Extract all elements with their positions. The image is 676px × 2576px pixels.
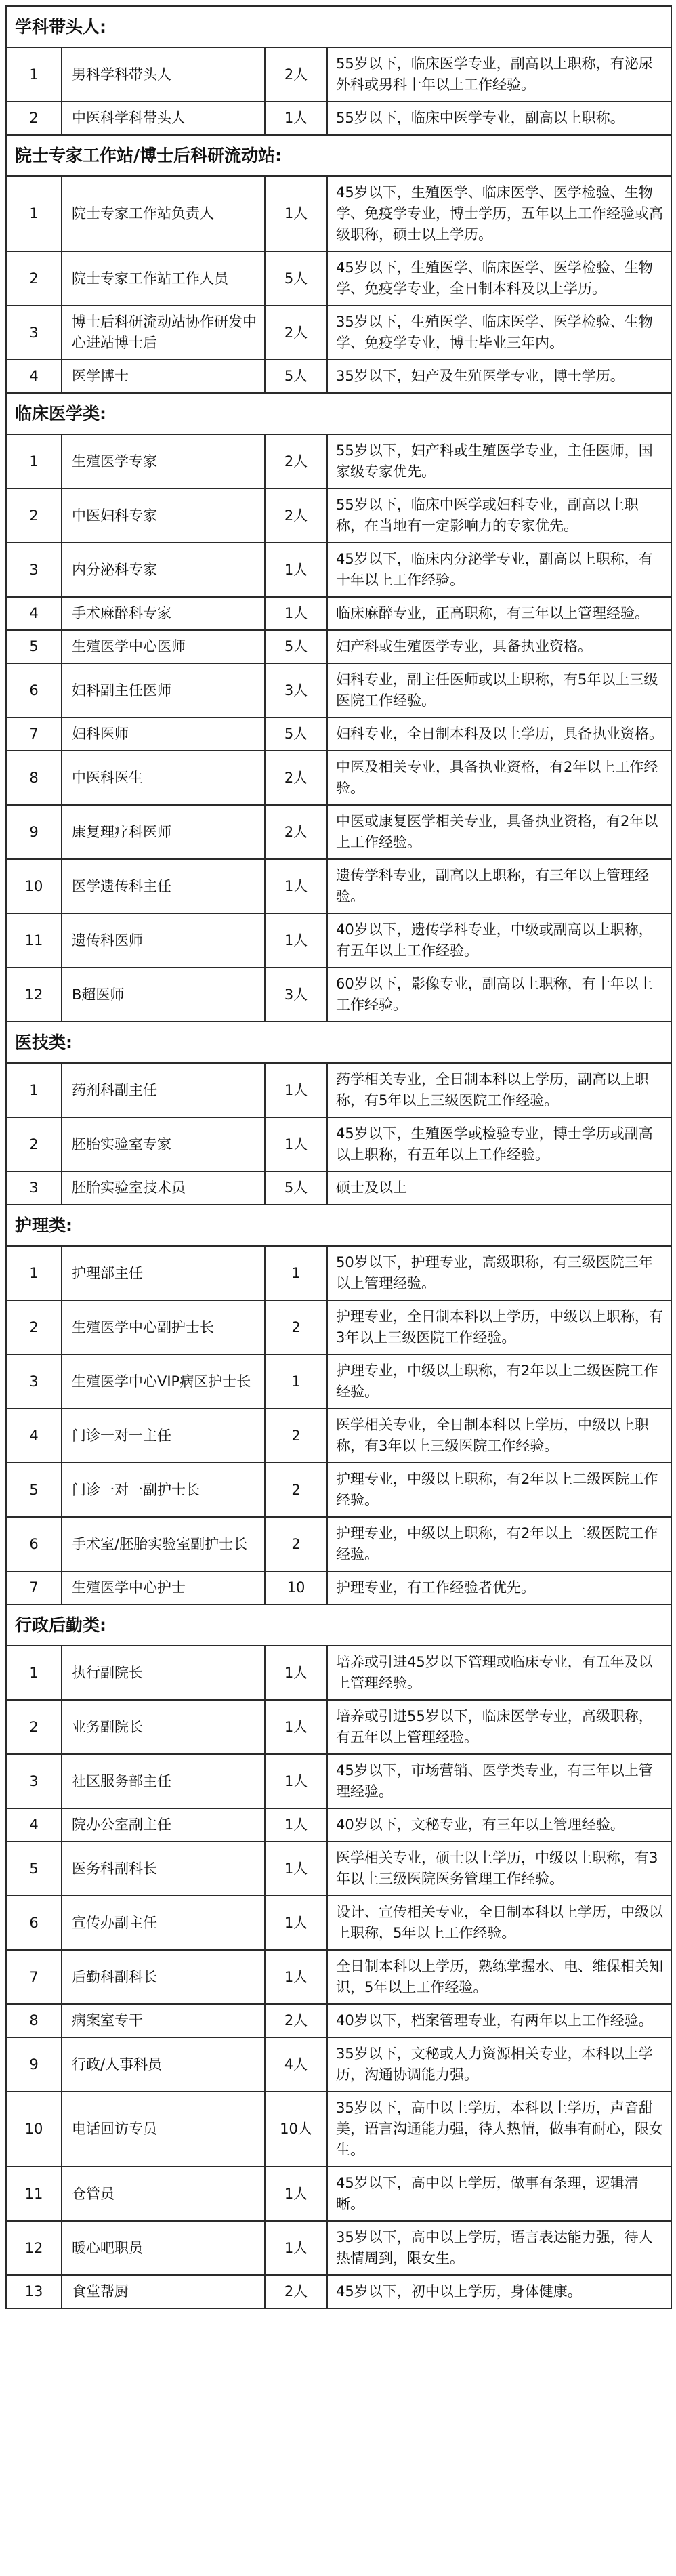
headcount-cell: 1人 (265, 2221, 327, 2275)
row-number-cell: 2 (6, 1117, 62, 1171)
requirement-cell: 中医及相关专业，具备执业资格，有2年以上工作经验。 (327, 751, 671, 805)
headcount-cell: 2 (265, 1300, 327, 1354)
table-row (6, 1754, 671, 1808)
position-cell: 手术室/胚胎实验室副护士长 (62, 1517, 265, 1571)
row-number-cell: 10 (6, 2092, 62, 2167)
row-number-cell: 8 (6, 2004, 62, 2037)
table-row (6, 251, 671, 306)
requirement-cell: 护理专业，全日制本科以上学历，中级以上职称，有3年以上三级医院工作经验。 (327, 1300, 671, 1354)
requirement-cell: 60岁以下，影像专业，副高以上职称，有十年以上工作经验。 (327, 968, 671, 1022)
recruitment-table-body (6, 6, 671, 2308)
headcount-cell: 1人 (265, 2167, 327, 2221)
position-cell: 行政/人事科员 (62, 2037, 265, 2092)
position-cell: 胚胎实验室专家 (62, 1117, 265, 1171)
recruitment-table (5, 5, 672, 2309)
requirement-cell: 55岁以下，临床中医学专业，副高以上职称。 (327, 102, 671, 135)
table-row (6, 2275, 671, 2308)
table-row (6, 630, 671, 663)
requirement-cell: 55岁以下，临床中医学或妇科专业，副高以上职称，在当地有一定影响力的专家优先。 (327, 489, 671, 543)
table-row (6, 176, 671, 251)
requirement-cell: 45岁以下，生殖医学或检验专业，博士学历或副高以上职称，有五年以上工作经验。 (327, 1117, 671, 1171)
requirement-cell: 培养或引进55岁以下，临床医学专业，高级职称，有五年以上管理经验。 (327, 1700, 671, 1754)
position-cell: 妇科副主任医师 (62, 663, 265, 718)
headcount-cell: 2 (265, 1517, 327, 1571)
position-cell: 门诊一对一副护士长 (62, 1463, 265, 1517)
table-row (6, 1950, 671, 2004)
requirement-cell: 35岁以下，妇产及生殖医学专业，博士学历。 (327, 360, 671, 393)
headcount-cell: 10 (265, 1571, 327, 1604)
row-number-cell: 1 (6, 1646, 62, 1700)
row-number-cell: 2 (6, 489, 62, 543)
row-number-cell: 12 (6, 968, 62, 1022)
section-header-row (6, 135, 671, 176)
table-row (6, 2037, 671, 2092)
position-cell: 院士专家工作站负责人 (62, 176, 265, 251)
row-number-cell: 2 (6, 1300, 62, 1354)
headcount-cell: 3人 (265, 663, 327, 718)
position-cell: 药剂科副主任 (62, 1063, 265, 1117)
table-row (6, 306, 671, 360)
section-header-row (6, 393, 671, 434)
position-cell: 中医科学科带头人 (62, 102, 265, 135)
requirement-cell: 45岁以下，市场营销、医学类专业，有三年以上管理经验。 (327, 1754, 671, 1808)
table-row (6, 1354, 671, 1409)
section-header-row (6, 1205, 671, 1246)
row-number-cell: 2 (6, 1700, 62, 1754)
position-cell: 遗传科医师 (62, 913, 265, 968)
headcount-cell: 2人 (265, 306, 327, 360)
row-number-cell: 7 (6, 1950, 62, 2004)
row-number-cell: 9 (6, 805, 62, 859)
table-row (6, 47, 671, 102)
table-row (6, 1896, 671, 1950)
table-row (6, 913, 671, 968)
row-number-cell: 3 (6, 1354, 62, 1409)
table-row (6, 434, 671, 489)
row-number-cell: 4 (6, 1808, 62, 1842)
position-cell: 男科学科带头人 (62, 47, 265, 102)
requirement-cell: 35岁以下，生殖医学、临床医学、医学检验、生物学、免疫学专业，博士毕业三年内。 (327, 306, 671, 360)
requirement-cell: 55岁以下，临床医学专业，副高以上职称，有泌尿外科或男科十年以上工作经验。 (327, 47, 671, 102)
position-cell: 电话回访专员 (62, 2092, 265, 2167)
position-cell: B超医师 (62, 968, 265, 1022)
position-cell: 生殖医学中心副护士长 (62, 1300, 265, 1354)
headcount-cell: 1人 (265, 1896, 327, 1950)
headcount-cell: 2人 (265, 47, 327, 102)
row-number-cell: 5 (6, 1842, 62, 1896)
requirement-cell: 培养或引进45岁以下管理或临床专业，有五年及以上管理经验。 (327, 1646, 671, 1700)
table-row (6, 1171, 671, 1205)
table-row (6, 489, 671, 543)
headcount-cell: 5人 (265, 251, 327, 306)
requirement-cell: 药学相关专业，全日制本科以上学历，副高以上职称，有5年以上三级医院工作经验。 (327, 1063, 671, 1117)
row-number-cell: 6 (6, 1517, 62, 1571)
row-number-cell: 3 (6, 543, 62, 597)
headcount-cell: 2人 (265, 434, 327, 489)
headcount-cell: 10人 (265, 2092, 327, 2167)
table-row (6, 360, 671, 393)
table-row (6, 859, 671, 913)
row-number-cell: 5 (6, 1463, 62, 1517)
row-number-cell: 4 (6, 597, 62, 630)
headcount-cell: 1人 (265, 597, 327, 630)
table-row (6, 1842, 671, 1896)
headcount-cell: 2人 (265, 2275, 327, 2308)
row-number-cell: 6 (6, 1896, 62, 1950)
row-number-cell: 3 (6, 1171, 62, 1205)
table-row (6, 1063, 671, 1117)
row-number-cell: 4 (6, 1409, 62, 1463)
position-cell: 仓管员 (62, 2167, 265, 2221)
headcount-cell: 5人 (265, 630, 327, 663)
table-row (6, 718, 671, 751)
position-cell: 生殖医学中心VIP病区护士长 (62, 1354, 265, 1409)
section-title: 行政后勤类: (6, 1604, 671, 1646)
headcount-cell: 2 (265, 1409, 327, 1463)
table-row (6, 968, 671, 1022)
row-number-cell: 11 (6, 2167, 62, 2221)
section-title: 院士专家工作站/博士后科研流动站: (6, 135, 671, 176)
row-number-cell: 6 (6, 663, 62, 718)
position-cell: 博士后科研流动站协作研发中心进站博士后 (62, 306, 265, 360)
headcount-cell: 1人 (265, 1842, 327, 1896)
headcount-cell: 2人 (265, 489, 327, 543)
headcount-cell: 1人 (265, 1063, 327, 1117)
row-number-cell: 11 (6, 913, 62, 968)
requirement-cell: 医学相关专业，硕士以上学历，中级以上职称，有3年以上三级医院医务管理工作经验。 (327, 1842, 671, 1896)
section-title: 医技类: (6, 1022, 671, 1063)
position-cell: 后勤科副科长 (62, 1950, 265, 2004)
requirement-cell: 护理专业，中级以上职称，有2年以上二级医院工作经验。 (327, 1354, 671, 1409)
table-row (6, 2004, 671, 2037)
table-row (6, 1571, 671, 1604)
requirement-cell: 45岁以下，临床内分泌学专业，副高以上职称，有十年以上工作经验。 (327, 543, 671, 597)
position-cell: 内分泌科专家 (62, 543, 265, 597)
section-header-row (6, 1604, 671, 1646)
table-row (6, 805, 671, 859)
table-row (6, 663, 671, 718)
requirement-cell: 40岁以下，遗传学科专业，中级或副高以上职称，有五年以上工作经验。 (327, 913, 671, 968)
requirement-cell: 硕士及以上 (327, 1171, 671, 1205)
table-row (6, 2221, 671, 2275)
section-header-row (6, 1022, 671, 1063)
position-cell: 病案室专干 (62, 2004, 265, 2037)
position-cell: 院办公室副主任 (62, 1808, 265, 1842)
headcount-cell: 1人 (265, 1754, 327, 1808)
headcount-cell: 5人 (265, 718, 327, 751)
requirement-cell: 妇产科或生殖医学专业，具备执业资格。 (327, 630, 671, 663)
headcount-cell: 1 (265, 1246, 327, 1300)
table-row (6, 102, 671, 135)
position-cell: 医学遗传科主任 (62, 859, 265, 913)
headcount-cell: 1人 (265, 859, 327, 913)
position-cell: 生殖医学专家 (62, 434, 265, 489)
requirement-cell: 设计、宣传相关专业，全日制本科以上学历，中级以上职称，5年以上工作经验。 (327, 1896, 671, 1950)
headcount-cell: 1人 (265, 1808, 327, 1842)
requirement-cell: 45岁以下，生殖医学、临床医学、医学检验、生物学、免疫学专业，全日制本科及以上学历。 (327, 251, 671, 306)
row-number-cell: 7 (6, 718, 62, 751)
row-number-cell: 2 (6, 251, 62, 306)
row-number-cell: 9 (6, 2037, 62, 2092)
section-title: 护理类: (6, 1205, 671, 1246)
requirement-cell: 45岁以下，生殖医学、临床医学、医学检验、生物学、免疫学专业，博士学历，五年以上工作经验或高级职称，硕士以上学历。 (327, 176, 671, 251)
table-row (6, 1646, 671, 1700)
position-cell: 康复理疗科医师 (62, 805, 265, 859)
requirement-cell: 35岁以下，高中以上学历，本科以上学历，声音甜美，语言沟通能力强，待人热情，做事有耐心，限女生。 (327, 2092, 671, 2167)
requirement-cell: 医学相关专业，全日制本科以上学历，中级以上职称，有3年以上三级医院工作经验。 (327, 1409, 671, 1463)
headcount-cell: 3人 (265, 968, 327, 1022)
position-cell: 生殖医学中心医师 (62, 630, 265, 663)
requirement-cell: 40岁以下，档案管理专业，有两年以上工作经验。 (327, 2004, 671, 2037)
requirement-cell: 50岁以下，护理专业，高级职称，有三级医院三年以上管理经验。 (327, 1246, 671, 1300)
table-row (6, 1409, 671, 1463)
row-number-cell: 4 (6, 360, 62, 393)
headcount-cell: 1人 (265, 102, 327, 135)
row-number-cell: 8 (6, 751, 62, 805)
headcount-cell: 2人 (265, 751, 327, 805)
section-title: 学科带头人: (6, 6, 671, 47)
row-number-cell: 1 (6, 1063, 62, 1117)
row-number-cell: 1 (6, 1246, 62, 1300)
row-number-cell: 10 (6, 859, 62, 913)
requirement-cell: 55岁以下，妇产科或生殖医学专业，主任医师，国家级专家优先。 (327, 434, 671, 489)
row-number-cell: 3 (6, 1754, 62, 1808)
row-number-cell: 7 (6, 1571, 62, 1604)
headcount-cell: 1人 (265, 176, 327, 251)
table-row (6, 2167, 671, 2221)
table-row (6, 1246, 671, 1300)
headcount-cell: 1人 (265, 1646, 327, 1700)
headcount-cell: 2人 (265, 2004, 327, 2037)
position-cell: 宣传办副主任 (62, 1896, 265, 1950)
requirement-cell: 全日制本科以上学历，熟练掌握水、电、维保相关知识，5年以上工作经验。 (327, 1950, 671, 2004)
row-number-cell: 3 (6, 306, 62, 360)
position-cell: 执行副院长 (62, 1646, 265, 1700)
requirement-cell: 遗传学科专业，副高以上职称，有三年以上管理经验。 (327, 859, 671, 913)
position-cell: 业务副院长 (62, 1700, 265, 1754)
table-row (6, 751, 671, 805)
requirement-cell: 妇科专业，全日制本科及以上学历，具备执业资格。 (327, 718, 671, 751)
position-cell: 食堂帮厨 (62, 2275, 265, 2308)
section-header-row (6, 6, 671, 47)
table-row (6, 597, 671, 630)
position-cell: 手术麻醉科专家 (62, 597, 265, 630)
headcount-cell: 5人 (265, 1171, 327, 1205)
position-cell: 暖心吧职员 (62, 2221, 265, 2275)
position-cell: 社区服务部主任 (62, 1754, 265, 1808)
position-cell: 医务科副科长 (62, 1842, 265, 1896)
row-number-cell: 12 (6, 2221, 62, 2275)
requirement-cell: 护理专业，中级以上职称，有2年以上二级医院工作经验。 (327, 1517, 671, 1571)
requirement-cell: 35岁以下，高中以上学历，语言表达能力强，待人热情周到，限女生。 (327, 2221, 671, 2275)
table-row (6, 1117, 671, 1171)
row-number-cell: 1 (6, 47, 62, 102)
headcount-cell: 1人 (265, 913, 327, 968)
table-row (6, 2092, 671, 2167)
headcount-cell: 4人 (265, 2037, 327, 2092)
requirement-cell: 45岁以下，初中以上学历，身体健康。 (327, 2275, 671, 2308)
table-row (6, 1808, 671, 1842)
row-number-cell: 1 (6, 434, 62, 489)
requirement-cell: 中医或康复医学相关专业，具备执业资格，有2年以上工作经验。 (327, 805, 671, 859)
requirement-cell: 妇科专业，副主任医师或以上职称，有5年以上三级医院工作经验。 (327, 663, 671, 718)
headcount-cell: 2 (265, 1463, 327, 1517)
row-number-cell: 5 (6, 630, 62, 663)
position-cell: 中医妇科专家 (62, 489, 265, 543)
position-cell: 门诊一对一主任 (62, 1409, 265, 1463)
table-row (6, 1700, 671, 1754)
position-cell: 妇科医师 (62, 718, 265, 751)
recruitment-table-container (5, 5, 671, 2309)
requirement-cell: 35岁以下，文秘或人力资源相关专业，本科以上学历，沟通协调能力强。 (327, 2037, 671, 2092)
headcount-cell: 1人 (265, 1700, 327, 1754)
requirement-cell: 45岁以下，高中以上学历，做事有条理，逻辑清晰。 (327, 2167, 671, 2221)
requirement-cell: 40岁以下，文秘专业，有三年以上管理经验。 (327, 1808, 671, 1842)
headcount-cell: 1人 (265, 1950, 327, 2004)
requirement-cell: 临床麻醉专业，正高职称，有三年以上管理经验。 (327, 597, 671, 630)
table-row (6, 543, 671, 597)
row-number-cell: 2 (6, 102, 62, 135)
row-number-cell: 13 (6, 2275, 62, 2308)
position-cell: 护理部主任 (62, 1246, 265, 1300)
requirement-cell: 护理专业，中级以上职称，有2年以上二级医院工作经验。 (327, 1463, 671, 1517)
headcount-cell: 1 (265, 1354, 327, 1409)
headcount-cell: 1人 (265, 1117, 327, 1171)
headcount-cell: 2人 (265, 805, 327, 859)
position-cell: 院士专家工作站工作人员 (62, 251, 265, 306)
table-row (6, 1463, 671, 1517)
table-row (6, 1300, 671, 1354)
row-number-cell: 1 (6, 176, 62, 251)
headcount-cell: 5人 (265, 360, 327, 393)
requirement-cell: 护理专业，有工作经验者优先。 (327, 1571, 671, 1604)
position-cell: 中医科医生 (62, 751, 265, 805)
table-row (6, 1517, 671, 1571)
headcount-cell: 1人 (265, 543, 327, 597)
position-cell: 胚胎实验室技术员 (62, 1171, 265, 1205)
position-cell: 生殖医学中心护士 (62, 1571, 265, 1604)
section-title: 临床医学类: (6, 393, 671, 434)
position-cell: 医学博士 (62, 360, 265, 393)
